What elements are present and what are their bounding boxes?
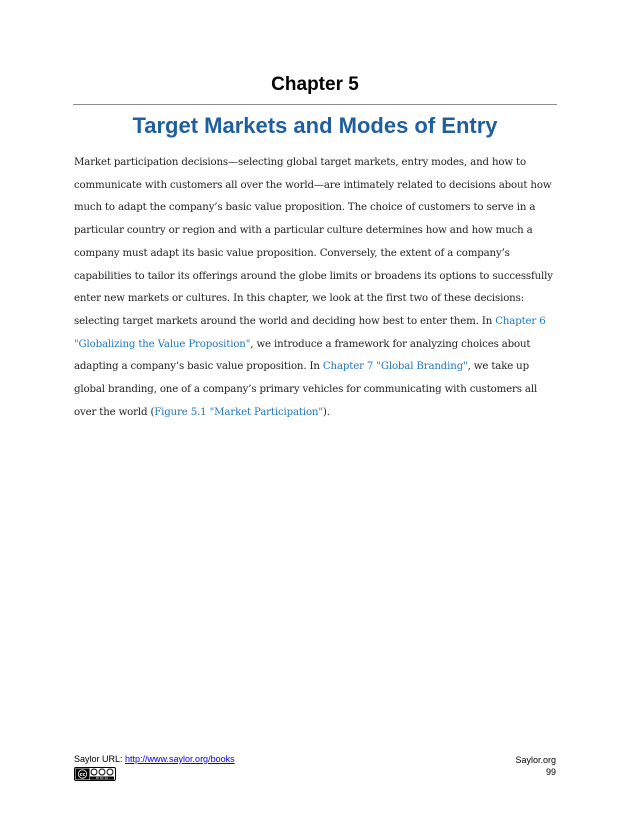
footer-site: Saylor.org <box>515 755 556 765</box>
body-segment-4: ). <box>322 406 330 418</box>
chapter-label: Chapter 5 <box>271 74 359 95</box>
body-text <box>74 152 558 424</box>
cc-license-text: BY NC SA <box>95 777 109 780</box>
figure-5-1-link[interactable]: Figure 5.1 "Market Participation" <box>154 406 323 418</box>
creative-commons-icon <box>74 767 116 781</box>
body-segment-1: Market participation decisions—selecting global target markets, entry modes, and how to communicate with customers all over the world—are intimately related to decisions about how much to adapt the company’s basic value proposition. The choice of customers to serve in a particular country or region and with a particular culture determines how and how much a company must adapt its basic value proposition. Conversely, the extent of a company’s capabilities to tailor its offerings around the globe limits or broadens its options to successfully enter new markets or cultures. In this chapter, we look at the first two of these decisions: selecting target markets around the world and deciding how best to enter them. In <box>74 157 553 327</box>
title-divider <box>73 104 557 105</box>
footer-url-label: Saylor URL: <box>74 754 126 764</box>
svg-text:cc: cc <box>79 773 86 778</box>
footer-url-link[interactable]: http://www.saylor.org/books <box>125 754 235 764</box>
body-segment-2: , we introduce a framework for analyzing choices about adapting a company’s basic value proposition. In <box>74 338 531 373</box>
chapter-title: Target Markets and Modes of Entry <box>132 113 498 138</box>
page-number: 99 <box>545 767 556 777</box>
chapter-6-link[interactable]: Chapter 6 "Globalizing the Value Proposition" <box>74 315 546 350</box>
body-segment-3: , we take up global branding, one of a company’s primary vehicles for communicating with customers all over the world ( <box>74 361 538 418</box>
footer-right <box>460 754 556 778</box>
body-paragraph <box>74 152 558 424</box>
chapter-7-link[interactable]: Chapter 7 "Global Branding" <box>322 361 468 373</box>
footer-saylor-url <box>74 754 235 764</box>
